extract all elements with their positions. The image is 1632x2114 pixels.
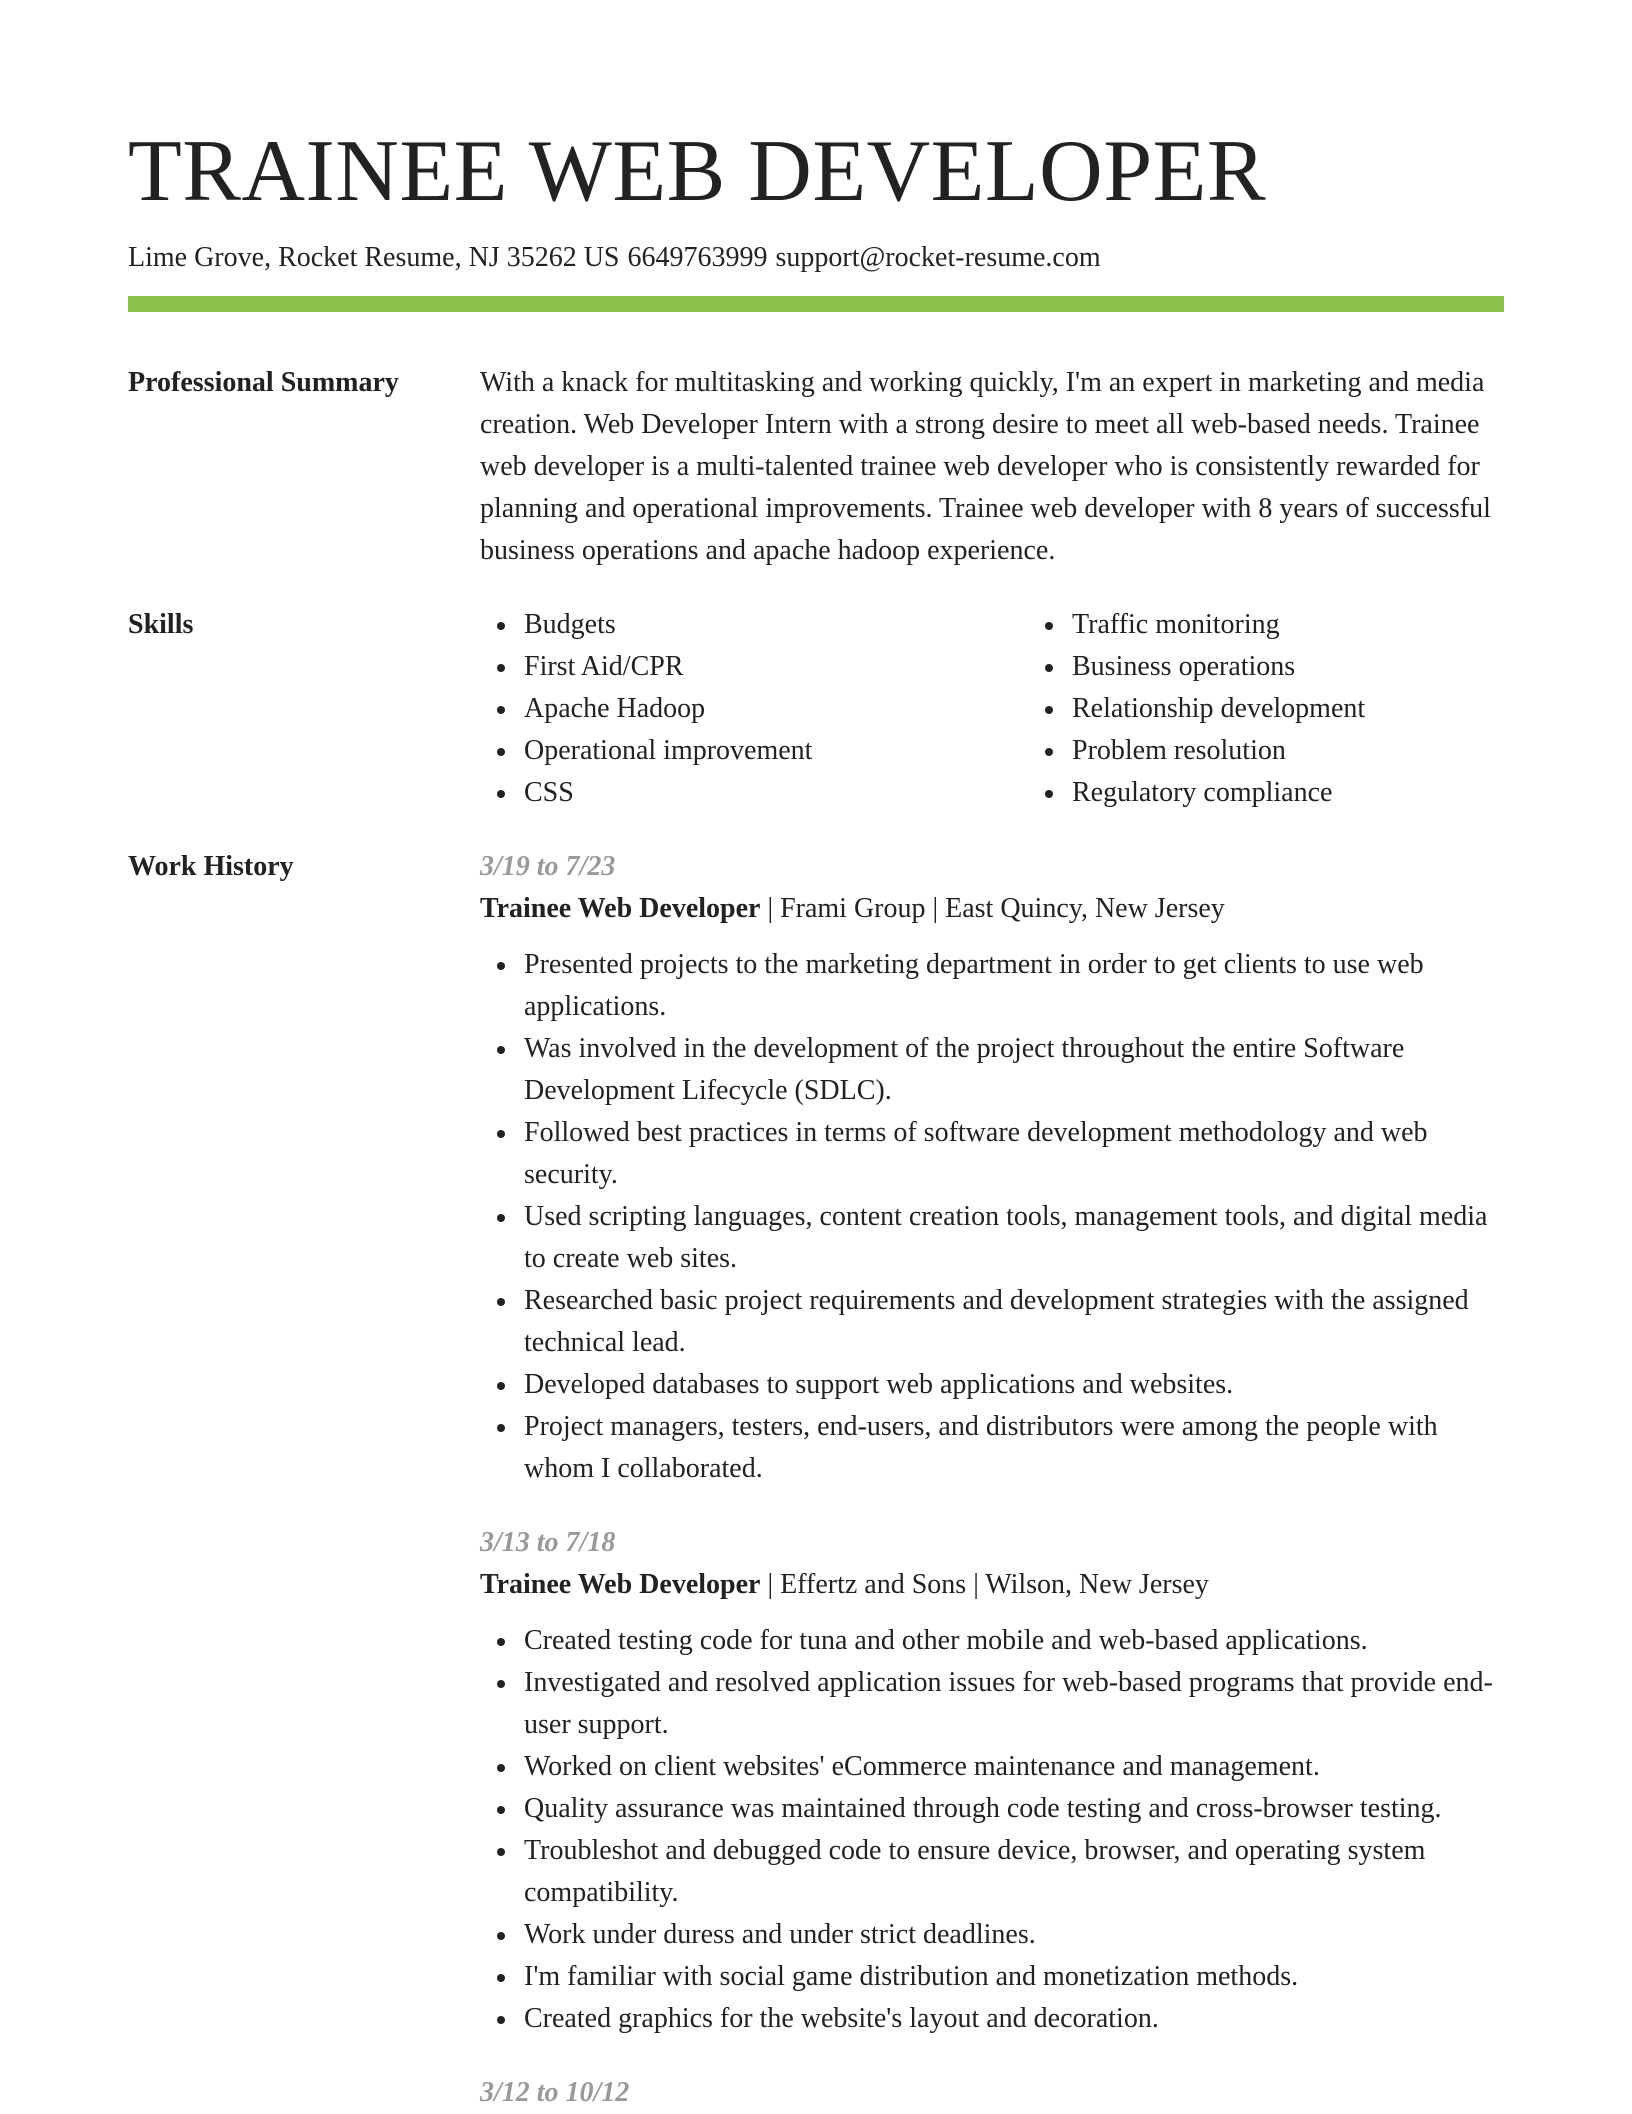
contact-email: support@rocket-resume.com: [775, 242, 1101, 273]
job-separator: |: [973, 1569, 979, 1600]
contact-line: [128, 240, 1504, 276]
skill-item: Traffic monitoring: [1072, 604, 1576, 646]
skill-item: Regulatory compliance: [1072, 772, 1576, 814]
job-bullet: Was involved in the development of the project throughout the entire Software Development Lifecycle (SDLC).: [524, 1028, 1504, 1112]
job-bullets: [480, 944, 1504, 1490]
job-heading: [480, 888, 1504, 930]
job-bullet: Work under duress and under strict deadlines.: [524, 1914, 1504, 1956]
job-bullet: Used scripting languages, content creation tools, management tools, and digital media to create web sites.: [524, 1196, 1504, 1280]
job-entry: [480, 1522, 1504, 2040]
job-company: Frami Group: [780, 893, 926, 924]
header-divider: [128, 296, 1504, 312]
skill-item: Problem resolution: [1072, 730, 1576, 772]
skills-section: [128, 604, 1504, 814]
job-bullet: I'm familiar with social game distribution and monetization methods.: [524, 1956, 1504, 1998]
job-separator: |: [932, 893, 939, 924]
resume-name-heading: TRAINEE WEB DEVELOPER: [128, 123, 1267, 220]
job-bullets: [480, 1620, 1504, 2040]
job-heading: [480, 1564, 1504, 1606]
job-bullet: Investigated and resolved application issues for web-based programs that provide end-user support.: [524, 1662, 1504, 1746]
job-dates: 3/13 to 7/18: [480, 1527, 616, 1558]
job-location: East Quincy, New Jersey: [945, 893, 1225, 924]
skills-list-left: [480, 604, 1028, 814]
contact-address: Lime Grove, Rocket Resume, NJ 35262 US: [128, 242, 620, 273]
job-bullet: Researched basic project requirements and development strategies with the assigned technical lead.: [524, 1280, 1504, 1364]
job-bullet: Quality assurance was maintained through code testing and cross-browser testing.: [524, 1788, 1504, 1830]
skill-item: Operational improvement: [524, 730, 1028, 772]
job-bullet: Followed best practices in terms of software development methodology and web security.: [524, 1112, 1504, 1196]
job-bullet: Created testing code for tuna and other mobile and web-based applications.: [524, 1620, 1504, 1662]
work-history-section: [128, 846, 1504, 2114]
job-bullet: Worked on client websites' eCommerce maintenance and management.: [524, 1746, 1504, 1788]
job-bullet: Developed databases to support web applications and websites.: [524, 1364, 1504, 1406]
job-separator: |: [767, 1569, 774, 1600]
section-label-skills: Skills: [128, 609, 194, 640]
skill-item: Budgets: [524, 604, 1028, 646]
job-dates: 3/12 to 10/12: [480, 2077, 630, 2108]
job-company: Effertz and Sons: [780, 1569, 967, 1600]
job-title: Trainee Web Developer: [480, 1569, 761, 1600]
job-entry: [480, 846, 1504, 1490]
job-bullet: Project managers, testers, end-users, and distributors were among the people with whom I collaborated.: [524, 1406, 1504, 1490]
job-dates: 3/19 to 7/23: [480, 851, 616, 882]
contact-phone: 6649763999: [627, 242, 768, 273]
skill-item: Relationship development: [1072, 688, 1576, 730]
section-label-work-history: Work History: [128, 851, 294, 882]
skill-item: CSS: [524, 772, 1028, 814]
job-separator: |: [767, 893, 774, 924]
summary-text: With a knack for multitasking and working quickly, I'm an expert in marketing and media creation. Web Developer Intern with a strong desire to meet all web-based needs. Trainee web developer is a multi-talented trainee web developer who is consistently rewarded for planning and operational improvements. Trainee web developer with 8 years of successful business operations and apache hadoop experience.: [480, 367, 1491, 566]
job-title: Trainee Web Developer: [480, 893, 761, 924]
job-bullet: Presented projects to the marketing department in order to get clients to use web applications.: [524, 944, 1504, 1028]
skill-item: Apache Hadoop: [524, 688, 1028, 730]
skill-item: Business operations: [1072, 646, 1576, 688]
resume-page: [128, 0, 1504, 2114]
job-bullet: Troubleshot and debugged code to ensure device, browser, and operating system compatibility.: [524, 1830, 1504, 1914]
professional-summary-section: [128, 362, 1504, 572]
section-label-summary: Professional Summary: [128, 367, 399, 398]
skills-list-right: [1028, 604, 1576, 814]
job-location: Wilson, New Jersey: [985, 1569, 1209, 1600]
job-bullet: Created graphics for the website's layout and decoration.: [524, 1998, 1504, 2040]
skill-item: First Aid/CPR: [524, 646, 1028, 688]
job-entry: [480, 2072, 1504, 2114]
